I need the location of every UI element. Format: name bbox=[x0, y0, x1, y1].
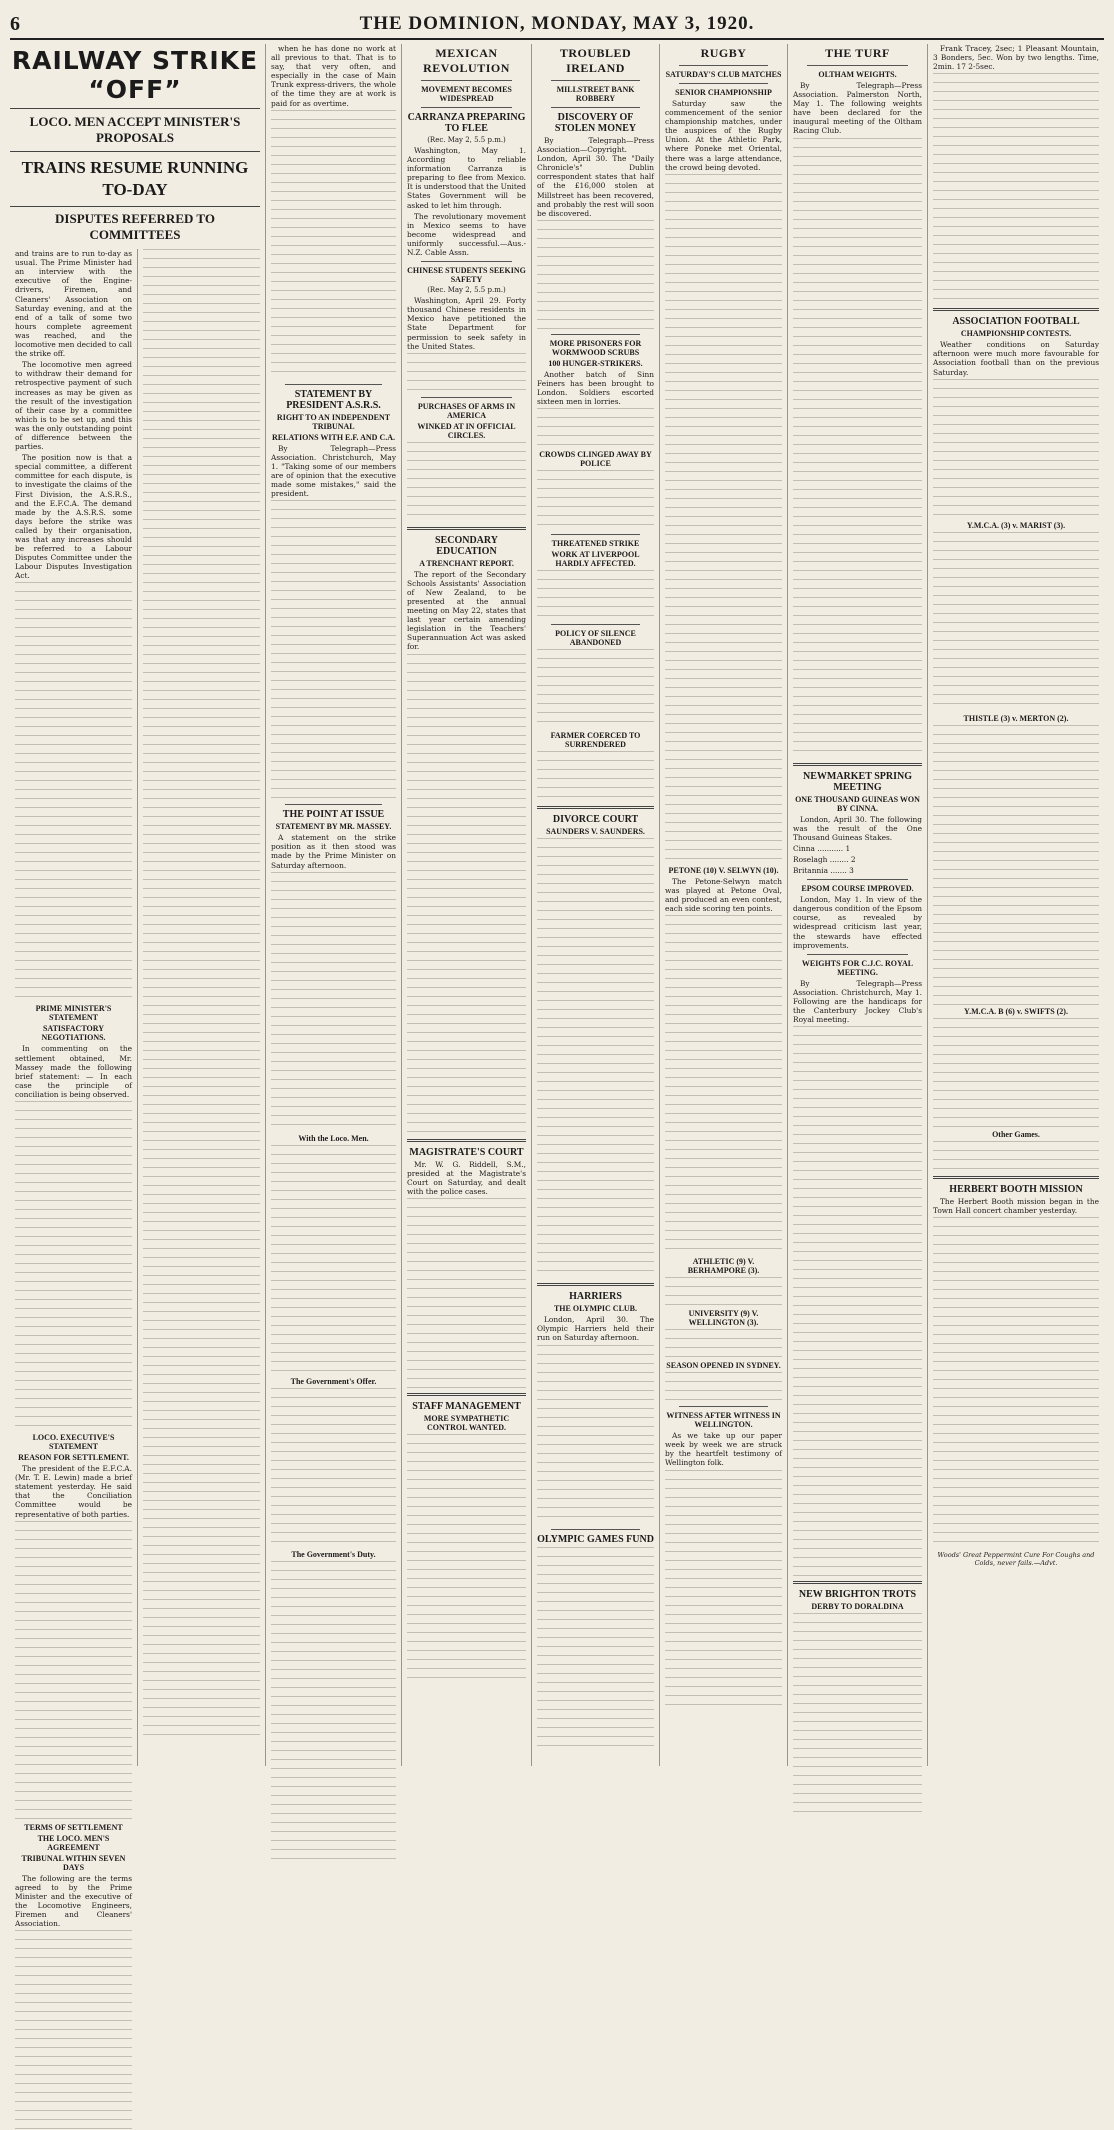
body-text-lines bbox=[665, 915, 782, 1255]
column-3 bbox=[266, 44, 402, 1766]
body-text-lines bbox=[793, 1026, 922, 1576]
columns bbox=[10, 44, 1104, 1929]
body-text-lines bbox=[407, 1198, 526, 1388]
body-text-lines bbox=[537, 570, 654, 620]
subhead: DERBY TO DORALDINA bbox=[811, 1602, 904, 1612]
article-headline: ASSOCIATION FOOTBALL bbox=[952, 316, 1080, 328]
subhead: PRIME MINISTER'S STATEMENT bbox=[35, 1004, 112, 1023]
body-text-lines bbox=[537, 220, 654, 330]
article-headline: THE TURF bbox=[825, 46, 890, 60]
article-paragraph: The Herbert Booth mission began in the Town Hall concert chamber yesterday. bbox=[933, 1196, 1099, 1215]
masthead bbox=[10, 10, 1104, 40]
lead-banner bbox=[10, 44, 260, 249]
subhead: A TRENCHANT REPORT. bbox=[419, 558, 514, 568]
article-headline: MAGISTRATE'S COURT bbox=[409, 1146, 524, 1158]
lead-deck-2a: TRAINS RESUME RUNNING bbox=[21, 158, 249, 177]
article-paragraph: Washington, May 1. According to reliable information Carranza is preparing to flee from Mexico. It is understood that the United States Government will be asked to let him through. bbox=[407, 146, 526, 210]
subhead: EPSOM COURSE IMPROVED. bbox=[801, 884, 914, 894]
article-paragraph: By Telegraph—Press Association. Christchurch, May 1. "Taking some of our members are of opinion that the executive made some mistakes," said the president. bbox=[271, 443, 396, 499]
lead-paragraph: and trains are to run to-day as usual. The Prime Minister had an interview with the executive of the Engine-drivers, Firemen, and Cleaners' Association on Saturday evening, and at the end of a talk of some two hours complete agreement was reached, and the locomotive men decided to call the strike off. bbox=[15, 249, 132, 359]
article-headline: HARRIERS bbox=[569, 1291, 622, 1303]
masthead-title: THE DOMINION, MONDAY, MAY 3, 1920. bbox=[359, 13, 755, 34]
subhead: WITNESS AFTER WITNESS IN WELLINGTON. bbox=[666, 1411, 781, 1430]
subhead: MILLSTREET BANK ROBBERY bbox=[556, 85, 635, 103]
body-text-lines bbox=[407, 1434, 526, 1684]
body-text-lines bbox=[665, 1329, 782, 1359]
article-headline: NEW BRIGHTON TROTS bbox=[798, 1589, 917, 1601]
article-headline: MEXICAN REVOLUTION bbox=[423, 46, 510, 75]
body-text-lines bbox=[793, 138, 922, 758]
subhead: PURCHASES OF ARMS IN AMERICA bbox=[417, 401, 516, 420]
body-text-lines bbox=[15, 1101, 132, 1431]
article-paragraph: By Telegraph—Press Association. Palmerston North, May 1. The following weights have been declared for the inaugural meeting of the Oltham Racing Club. bbox=[793, 81, 922, 136]
subhead: CARRANZA PREPARING TO FLEE bbox=[407, 112, 526, 134]
column-4 bbox=[402, 44, 532, 1766]
subhead: ATHLETIC (9) V. BERHAMPORE (3). bbox=[687, 1257, 760, 1276]
article-paragraph: Saturday saw the commencement of the senior championship matches, under the auspices of the Rugby Union. At the Athletic Park, where Poneke met Oriental, there was a large attendance, the crowd being devoted. bbox=[665, 99, 782, 172]
article-paragraph: A statement on the strike position as it then stood was made by the Prime Minister on Saturday afternoon. bbox=[271, 833, 396, 870]
subhead: WEIGHTS FOR C.J.C. ROYAL MEETING. bbox=[801, 958, 914, 977]
article-paragraph: The Petone-Selwyn match was played at Petone Oval, and produced an even contest, each side scoring ten points. bbox=[665, 876, 782, 914]
subhead: SENIOR CHAMPIONSHIP bbox=[675, 88, 772, 97]
subhead: CHINESE STUDENTS SEEKING SAFETY bbox=[407, 266, 526, 285]
article-paragraph: The following are the terms agreed to by the Prime Minister and the executive of the Locomotive Engineers, Firemen and Cleaners' Association. bbox=[15, 1873, 132, 1929]
subhead: TERMS OF SETTLEMENT bbox=[24, 1822, 123, 1832]
article-paragraph: By Telegraph—Press Association—Copyright. London, April 30. The "Daily Chronicle's" Dublin correspondent states that half of the £16,000 stolen at Millstreet has been recovered, and probably the rest will soon be discovered. bbox=[537, 136, 654, 218]
body-text-lines bbox=[537, 838, 654, 1278]
column-2 bbox=[138, 44, 266, 1766]
subhead: PETONE (10) V. SELWYN (10). bbox=[668, 865, 779, 875]
subhead: RELATIONS WITH E.F. AND C.A. bbox=[272, 432, 395, 442]
body-text-lines bbox=[271, 500, 396, 800]
body-text-lines bbox=[15, 582, 132, 1002]
subhead: REASON FOR SETTLEMENT. bbox=[18, 1453, 129, 1463]
body-text-lines bbox=[271, 1388, 396, 1548]
article-paragraph: London, May 1. In view of the dangerous condition of the Epsom course, as revealed by widespread criticism last year, the stewards have effected improvements. bbox=[793, 895, 922, 950]
body-text-lines bbox=[271, 1145, 396, 1375]
body-text-lines bbox=[407, 442, 526, 522]
body-text-lines bbox=[537, 751, 654, 801]
lead-deck-2b: TO-DAY bbox=[102, 180, 168, 199]
body-text-lines bbox=[665, 174, 782, 864]
subhead: MORE PRISONERS FOR WORMWOOD SCRUBS bbox=[549, 338, 642, 357]
dateline: (Rec. May 2, 5.5 p.m.) bbox=[427, 136, 506, 144]
body-text-lines bbox=[665, 1277, 782, 1307]
column-8 bbox=[928, 44, 1104, 1766]
lead-deck-1: LOCO. MEN ACCEPT MINISTER'S PROPOSALS bbox=[10, 109, 260, 152]
subhead: RIGHT TO AN INDEPENDENT TRIBUNAL bbox=[276, 412, 391, 431]
body-text-lines bbox=[537, 1547, 654, 1747]
subhead: THE LOCO. MEN'S AGREEMENT bbox=[37, 1833, 110, 1852]
race-result: Cinna ........... 1 bbox=[793, 843, 851, 853]
subhead: TRIBUNAL WITHIN SEVEN DAYS bbox=[21, 1853, 126, 1872]
page-number: 6 bbox=[10, 12, 20, 35]
article-headline: THE POINT AT ISSUE bbox=[282, 809, 385, 821]
subhead: Other Games. bbox=[992, 1129, 1040, 1139]
article-headline: TROUBLED IRELAND bbox=[559, 46, 632, 75]
dateline: (Rec. May 2, 5.5 p.m.) bbox=[427, 286, 506, 295]
lead-deck-3: DISPUTES REFERRED TO COMMITTEES bbox=[10, 206, 260, 249]
body-text-lines bbox=[933, 379, 1099, 519]
subhead: MOVEMENT BECOMES WIDESPREAD bbox=[421, 85, 512, 103]
body-text-lines bbox=[271, 110, 396, 380]
subhead: CHAMPIONSHIP CONTESTS. bbox=[960, 329, 1072, 339]
article-paragraph: Mr. W. G. Riddell, S.M., presided at the Magistrate's Court on Saturday, and dealt with the police cases. bbox=[407, 1159, 526, 1196]
body-text-lines bbox=[537, 649, 654, 729]
article-paragraph: when he has done no work at all previous to that. That is to say, that very often, and especially in the case of Main Trunk express-drivers, the whole of the time they are at work is paid for as overtime. bbox=[271, 44, 396, 108]
column-6 bbox=[660, 44, 788, 1766]
subhead: STATEMENT BY MR. MASSEY. bbox=[275, 822, 392, 832]
subhead: OLTHAM WEIGHTS. bbox=[818, 70, 897, 79]
body-text-lines bbox=[271, 872, 396, 1132]
body-text-lines bbox=[665, 1372, 782, 1402]
body-text-lines bbox=[15, 1930, 132, 2130]
subhead: SEASON OPENED IN SYDNEY. bbox=[666, 1361, 781, 1371]
subhead: Y.M.C.A. B (6) v. SWIFTS (2). bbox=[964, 1006, 1068, 1016]
advertisement: Woods' Great Peppermint Cure For Coughs and Colds, never fails.—Advt. bbox=[937, 1550, 1095, 1567]
subhead: THREATENED STRIKE bbox=[551, 539, 640, 549]
body-text-lines bbox=[933, 532, 1099, 712]
article-headline: SECONDARY EDUCATION bbox=[435, 534, 498, 557]
article-paragraph: Washington, April 29. Forty thousand Chinese residents in Mexico have petitioned the State Department for permission to seek safety in the United States. bbox=[407, 296, 526, 351]
body-text-lines bbox=[933, 1217, 1099, 1547]
article-paragraph: The report of the Secondary Schools Assistants' Association of New Zealand, to be presented at the annual meeting on May 22, states that last year certain amending legislation in the Teachers' Superannuation Act was asked for. bbox=[407, 569, 526, 652]
race-result: Roselagh ........ 2 bbox=[793, 854, 856, 864]
body-text-lines bbox=[537, 408, 654, 448]
article-headline: OLYMPIC GAMES FUND bbox=[537, 1533, 654, 1545]
article-paragraph: London, April 30. The Olympic Harriers held their run on Saturday afternoon. bbox=[537, 1315, 654, 1343]
column-5 bbox=[532, 44, 660, 1766]
body-text-lines bbox=[407, 654, 526, 1134]
subhead: ONE THOUSAND GUINEAS WON BY CINNA. bbox=[795, 794, 920, 813]
subhead: WORK AT LIVERPOOL HARDLY AFFECTED. bbox=[551, 550, 640, 569]
subhead: LOCO. EXECUTIVE'S STATEMENT bbox=[32, 1433, 115, 1452]
body-text-lines bbox=[665, 1470, 782, 1710]
race-result: Britannia ....... 3 bbox=[793, 866, 854, 876]
article-headline: STAFF MANAGEMENT bbox=[412, 1400, 521, 1412]
subhead: 100 HUNGER-STRIKERS. bbox=[548, 358, 643, 368]
lead-paragraph: The position now is that a special committee, a different committee for each dispute, is to investigate the claims of the First Division, the A.S.R.S., and the E.F.C.A. The demand made by the A.S.R.S. some days before the strike was called by their organisation, was that any increases should be referred to a Labour Disputes Committee under the Labour Disputes Investigation Act. bbox=[15, 453, 132, 581]
body-text-lines bbox=[933, 1141, 1099, 1171]
article-headline: STATEMENT BY PRESIDENT A.S.R.S. bbox=[286, 388, 381, 411]
body-text-lines bbox=[271, 1561, 396, 1861]
subhead: POLICY OF SILENCE ABANDONED bbox=[555, 629, 636, 648]
article-paragraph: The president of the E.F.C.A. (Mr. T. E. Lewin) made a brief statement yesterday. He said that the Conciliation Committee would be representative of both parties. bbox=[15, 1464, 132, 1519]
body-text-lines bbox=[15, 1521, 132, 1821]
article-paragraph: The revolutionary movement in Mexico seems to have become widespread and uniformly successful.—Aus.-N.Z. Cable Assn. bbox=[407, 211, 526, 258]
body-text-lines bbox=[933, 1018, 1099, 1128]
article-paragraph: London, April 30. The following was the result of the One Thousand Guineas Stakes. bbox=[793, 814, 922, 842]
body-text-lines bbox=[537, 470, 654, 530]
body-text-lines bbox=[537, 1345, 654, 1525]
column-1 bbox=[10, 44, 138, 1929]
subhead: DISCOVERY OF STOLEN MONEY bbox=[554, 112, 637, 134]
article-paragraph: Weather conditions on Saturday afternoon were much more favourable for Association football than on the previous Saturday. bbox=[933, 340, 1099, 377]
subhead: WINKED AT IN OFFICIAL CIRCLES. bbox=[417, 421, 516, 440]
subhead: THISTLE (3) v. MERTON (2). bbox=[963, 713, 1069, 723]
body-text-lines bbox=[407, 353, 526, 393]
body-text-lines bbox=[933, 725, 1099, 1005]
subhead: SAUNDERS V. SAUNDERS. bbox=[546, 827, 645, 837]
body-text-lines bbox=[143, 240, 260, 1740]
subhead: FARMER COERCED TO SURRENDERED bbox=[550, 731, 641, 750]
article-paragraph: As we take up our paper week by week we are struck by the heartfelt testimony of Wellington folk. bbox=[665, 1431, 782, 1468]
article-paragraph: By Telegraph—Press Association. Christchurch, May 1. Following are the handicaps for the Canterbury Jockey Club's Royal meeting. bbox=[793, 978, 922, 1025]
subhead: The Government's Offer. bbox=[290, 1376, 377, 1386]
body-text-lines bbox=[933, 73, 1099, 303]
subhead: Y.M.C.A. (3) v. MARIST (3). bbox=[966, 520, 1066, 530]
article-paragraph: In commenting on the settlement obtained, Mr. Massey made the following brief statement: — In each case the principle of conciliation is being observed. bbox=[15, 1044, 132, 1099]
subhead: SATISFACTORY NEGOTIATIONS. bbox=[41, 1024, 106, 1043]
column-7 bbox=[788, 44, 928, 1766]
subhead: THE OLYMPIC CLUB. bbox=[553, 1304, 638, 1314]
subhead: UNIVERSITY (9) V. WELLINGTON (3). bbox=[688, 1309, 759, 1328]
article-headline: RUGBY bbox=[700, 46, 747, 60]
article-paragraph: Frank Tracey, 2sec; 1 Pleasant Mountain, 3 Bonders, 5ec. Won by two lengths. Time, 2min. 17 2-5sec. bbox=[933, 44, 1099, 72]
article-headline: HERBERT BOOTH MISSION bbox=[949, 1183, 1083, 1195]
body-text-lines bbox=[793, 1613, 922, 1813]
subhead: The Government's Duty. bbox=[291, 1549, 376, 1559]
article-headline: NEWMARKET SPRING MEETING bbox=[803, 770, 912, 793]
subhead: MORE SYMPATHETIC CONTROL WANTED. bbox=[423, 1413, 510, 1432]
article-headline: DIVORCE COURT bbox=[552, 814, 639, 826]
subhead: CROWDS CLINGED AWAY BY POLICE bbox=[539, 450, 652, 469]
article-paragraph: Another batch of Sinn Feiners has been brought to London. Soldiers escorted sixteen men in lorries. bbox=[537, 369, 654, 407]
subhead: With the Loco. Men. bbox=[298, 1133, 369, 1143]
lead-headline: RAILWAY STRIKE “OFF” bbox=[10, 44, 260, 109]
subhead: SATURDAY'S CLUB MATCHES bbox=[665, 70, 782, 79]
lead-paragraph: The locomotive men agreed to withdraw their demand for retrospective payment of such increases as may be given as the result of the investigation of their case by a committee which is to be set up, and this was the only outstanding point of difference between the parties. bbox=[15, 360, 132, 452]
